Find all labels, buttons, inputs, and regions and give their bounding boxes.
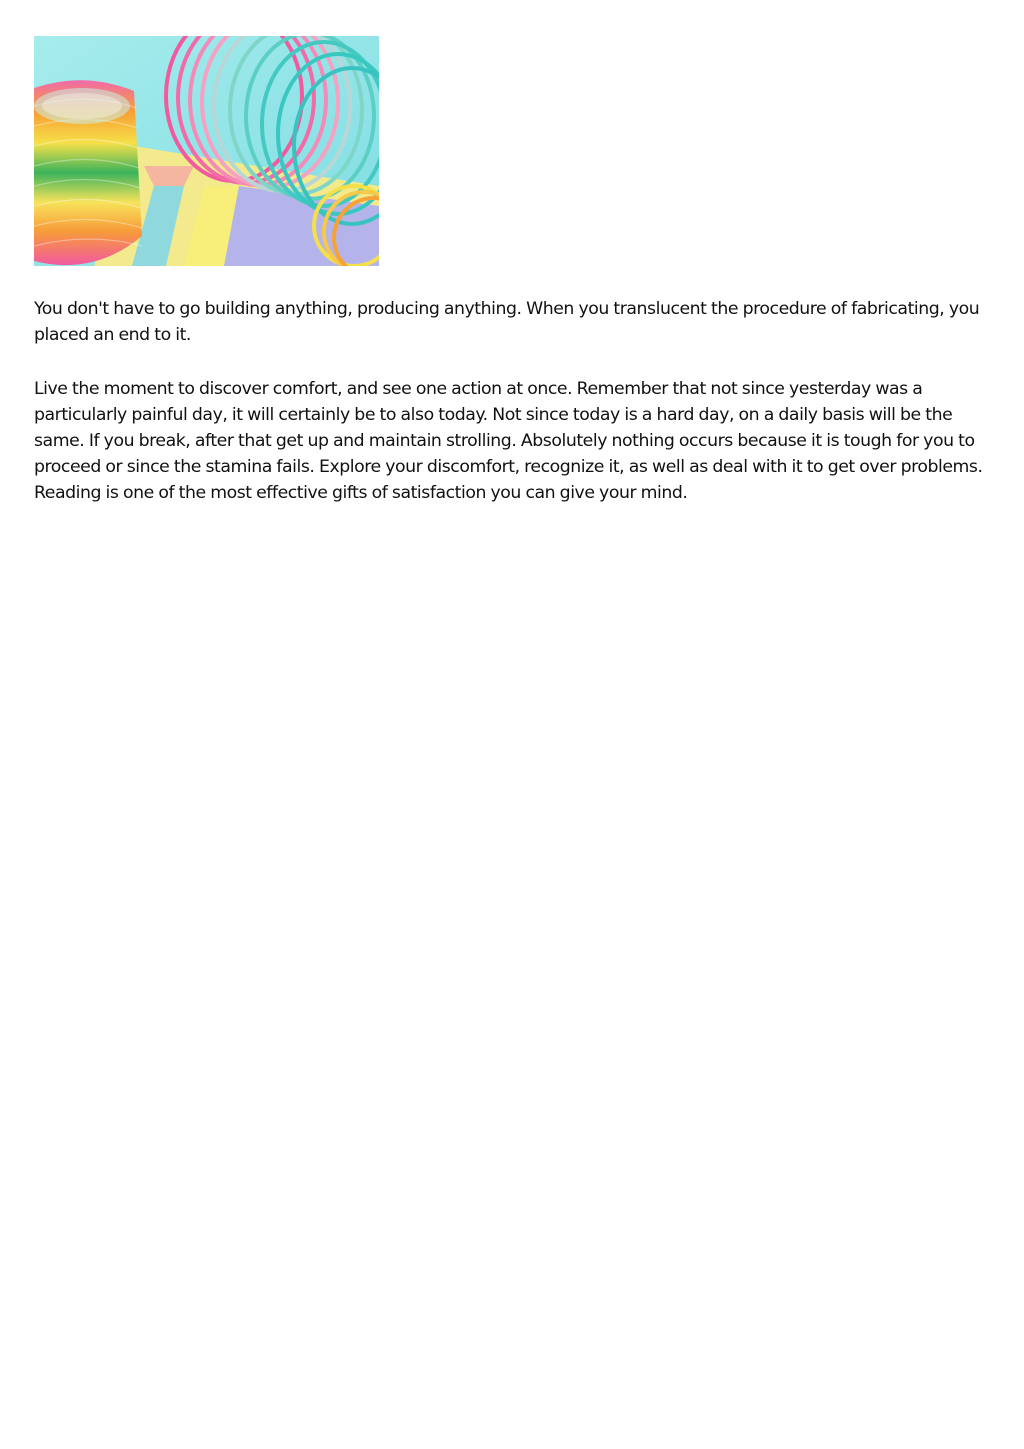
rainbow-spring-image <box>34 36 379 266</box>
paragraph-2: Live the moment to discover comfort, and see one action at once. Remember that not since yesterday was a particularly painful day, it will certainly be to also today. Not since today is a hard day, on a daily basis will be the same. If you break, after that get up and maintain strolling. Absolutely nothing occurs because it is tough for you to proceed or since the stamina fails. Explore your discomfort, recognize it, as well as deal with it to get over problems. Reading is one of the most effective gifts of satisfaction you can give your mind. <box>34 379 983 503</box>
article-body <box>34 296 984 534</box>
paragraph-1: You don't have to go building anything, producing anything. When you translucent the procedure of fabricating, you placed an end to it. <box>34 299 980 345</box>
